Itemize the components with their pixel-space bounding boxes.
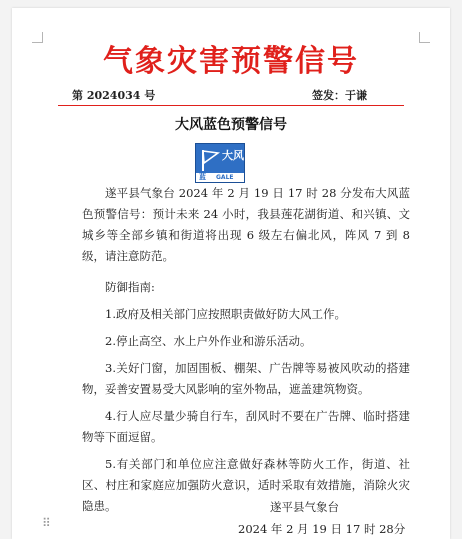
signer-label: 签发：于谦	[312, 89, 367, 102]
signal-text-cn: 大风	[222, 149, 244, 162]
guide-heading: 防御指南:	[105, 280, 155, 294]
signal-level-text: 蓝	[199, 173, 206, 181]
guideline-item: 1.政府及相关部门应按照职责做好防大风工作。	[105, 307, 346, 321]
lead-paragraph: 遂平县气象台 2024 年 2 月 19 日 17 时 28 分发布大风蓝色预警信号：预计未来 24 小时，我县莲花湖街道、和兴镇、文城乡等全部乡镇和街道将出现 6 级左右偏北风，阵风 7 到 8 级，请注意防范。	[82, 186, 410, 263]
guideline-item: 5.有关部门和单位应注意做好森林等防火工作，街道、社区、村庄和家庭应加强防火意识，适时采取有效措施，消除火灾隐患。	[82, 457, 410, 513]
red-divider-line	[58, 105, 404, 106]
drag-handle-icon[interactable]: ⠿	[42, 516, 51, 530]
document-page	[12, 8, 450, 539]
guideline-item: 3.关好门窗，加固围板、棚架、广告牌等易被风吹动的搭建物，妥善安置易受大风影响的室外物品，遮盖建筑物资。	[82, 361, 410, 396]
signal-band	[196, 173, 244, 182]
guideline-item: 4.行人应尽量少骑自行车，刮风时不要在广告牌、临时搭建物等下面逗留。	[82, 409, 410, 444]
issuer-name: 遂平县气象台	[270, 500, 339, 514]
issue-date: 2024 年 2 月 19 日 17 时 28分	[238, 522, 406, 536]
banner-title: 气象灾害预警信号	[103, 44, 359, 79]
signal-title: 大风蓝色预警信号	[175, 117, 287, 133]
gale-blue-signal-icon	[195, 143, 245, 183]
signal-text-en: GALE	[216, 174, 234, 181]
flag-icon	[200, 148, 220, 172]
doc-number: 第 2024034 号	[72, 89, 156, 102]
guideline-item: 2.停止高空、水上户外作业和游乐活动。	[105, 334, 312, 348]
document-body	[82, 183, 410, 523]
